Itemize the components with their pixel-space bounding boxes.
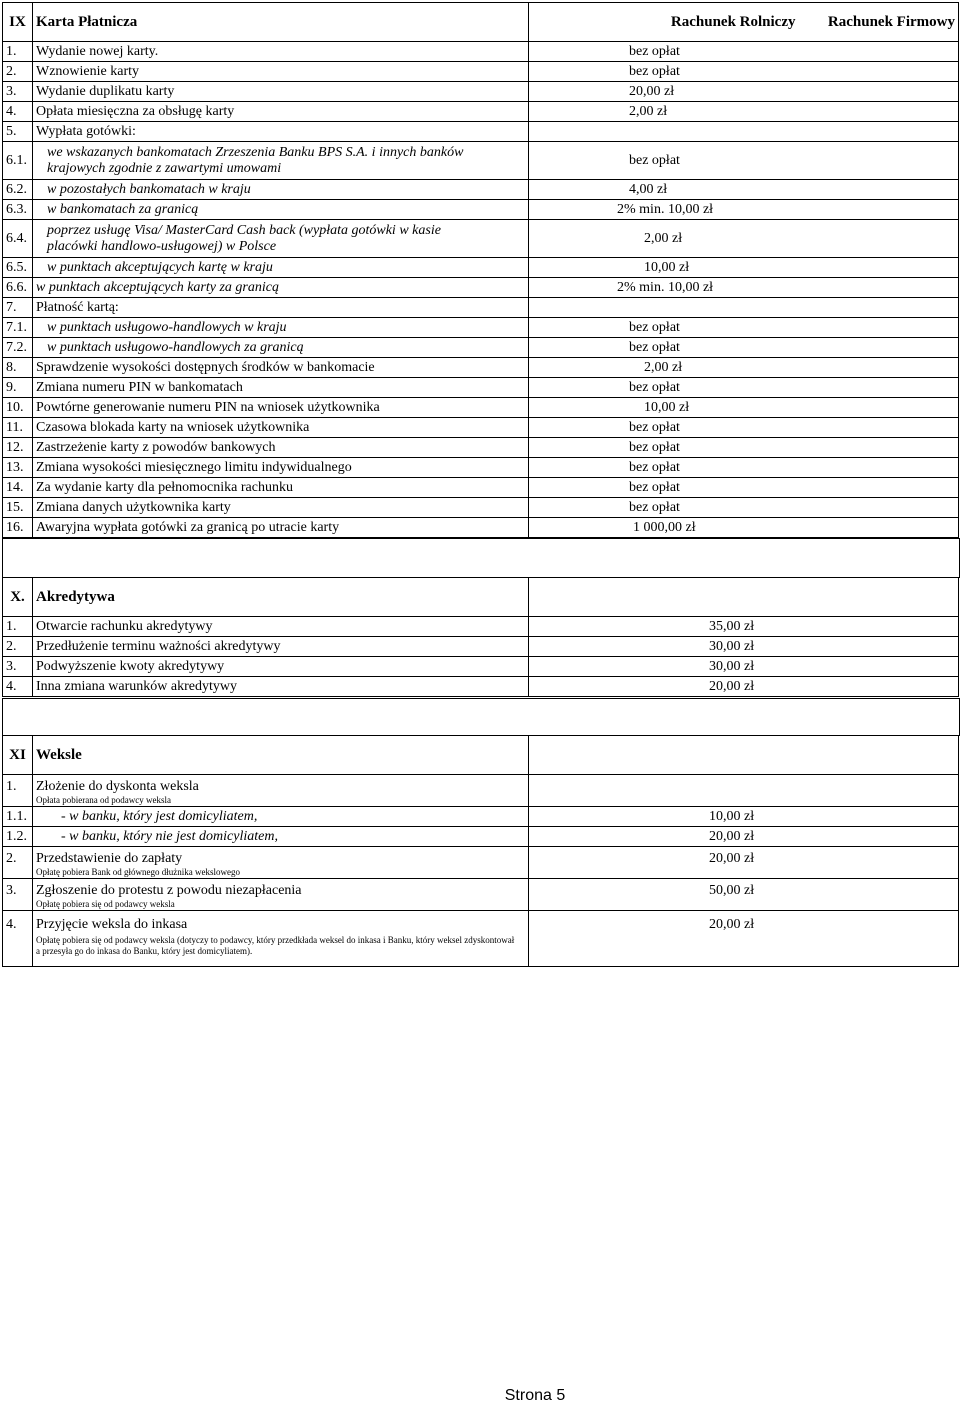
page-number: Strona 5: [504, 1387, 566, 1404]
row-text: w punktach usługowo-handlowych w kraju: [33, 318, 529, 338]
row-number: 13.: [3, 458, 33, 478]
row-value: 20,00 zł: [529, 82, 959, 102]
table-row: [3, 220, 959, 258]
karta-table: [2, 2, 959, 538]
table-row: [3, 498, 959, 518]
row-text-cell: [33, 847, 529, 879]
row-text: w punktach akceptujących kartę w kraju: [33, 258, 529, 278]
row-value: bez opłat: [529, 498, 959, 518]
row-text: Przedłużenie terminu ważności akredytywy: [33, 637, 529, 657]
row-text: Awaryjna wypłata gotówki za granicą po utracie karty: [33, 518, 529, 538]
row-text: Przedstawienie do zapłaty: [36, 851, 183, 866]
row-text: - w banku, który jest domicyliatem,: [33, 807, 529, 827]
row-text: Zmiana danych użytkownika karty: [33, 498, 529, 518]
row-text: w bankomatach za granicą: [33, 200, 529, 220]
row-number: 3.: [3, 657, 33, 677]
table-row: [3, 102, 959, 122]
row-number: 15.: [3, 498, 33, 518]
row-text-cell: [33, 775, 529, 807]
header-empty-cell: [529, 578, 959, 617]
column-header-firmowy: Rachunek Firmowy: [799, 3, 959, 42]
row-text: w pozostałych bankomatach w kraju: [33, 180, 529, 200]
section-number: X.: [3, 578, 33, 617]
row-number: 4.: [3, 911, 33, 967]
section-number: XI: [3, 736, 33, 775]
row-text: Inna zmiana warunków akredytywy: [33, 677, 529, 697]
table-row: [3, 398, 959, 418]
row-number: 2.: [3, 637, 33, 657]
section-weksle: [2, 735, 958, 967]
row-value: bez opłat: [529, 62, 959, 82]
table-row: [3, 318, 959, 338]
row-number: 3.: [3, 82, 33, 102]
row-text: - w banku, który nie jest domicyliatem,: [33, 827, 529, 847]
row-number: 14.: [3, 478, 33, 498]
table-row: [3, 358, 959, 378]
karta-header-row: [3, 3, 959, 42]
row-note: Opłatę pobiera się od podawcy weksla (dotyczy to podawcy, który przedkłada weksel do inkasa i Banku, który weksel zdyskontował a przesyła go do inkasa do Banku, który jest domicyliatem).: [36, 935, 515, 956]
row-number: 2.: [3, 62, 33, 82]
row-value: bez opłat: [529, 142, 959, 180]
row-value: 2% min. 10,00 zł: [529, 278, 959, 298]
row-text: Zmiana wysokości miesięcznego limitu indywidualnego: [33, 458, 529, 478]
row-text: w punktach akceptujących karty za granicą: [33, 278, 529, 298]
row-value: 4,00 zł: [529, 180, 959, 200]
row-value: bez opłat: [529, 378, 959, 398]
row-number: 1.: [3, 617, 33, 637]
row-text-cell: [33, 879, 529, 911]
row-value: 2,00 zł: [529, 220, 959, 258]
row-value: [529, 122, 959, 142]
table-row: [3, 62, 959, 82]
row-value: 10,00 zł: [529, 258, 959, 278]
table-row: [3, 82, 959, 102]
row-value: bez opłat: [529, 318, 959, 338]
row-value: [529, 298, 959, 318]
row-value: 20,00 zł: [529, 677, 959, 697]
row-text: Przyjęcie weksla do inkasa: [36, 917, 188, 932]
row-text: Zastrzeżenie karty z powodów bankowych: [33, 438, 529, 458]
row-number: 10.: [3, 398, 33, 418]
row-value: 1 000,00 zł: [529, 518, 959, 538]
row-number: 7.2.: [3, 338, 33, 358]
row-value: [529, 775, 959, 807]
table-row: [3, 617, 959, 637]
table-row: [3, 338, 959, 358]
row-text: Zgłoszenie do protestu z powodu niezapłacenia: [36, 883, 302, 898]
column-header-rolniczy: Rachunek Rolniczy: [529, 3, 799, 42]
empty-spacer-row: [2, 538, 960, 578]
weksle-table: [2, 735, 959, 967]
row-value: bez opłat: [529, 338, 959, 358]
section-karta-platnicza: [2, 2, 958, 538]
header-empty-cell: [529, 736, 959, 775]
weksle-header-row: [3, 736, 959, 775]
row-text-cell: [33, 911, 529, 967]
table-row: [3, 478, 959, 498]
row-value: bez opłat: [529, 418, 959, 438]
row-text: poprzez usługę Visa/ MasterCard Cash back (wypłata gotówki w kasie placówki handlowo-usługowej) w Polsce: [33, 220, 529, 258]
row-value: 35,00 zł: [529, 617, 959, 637]
table-row: [3, 657, 959, 677]
row-number: 9.: [3, 378, 33, 398]
row-text: Opłata miesięczna za obsługę karty: [33, 102, 529, 122]
row-text: Zmiana numeru PIN w bankomatach: [33, 378, 529, 398]
table-row: [3, 438, 959, 458]
row-text: Wypłata gotówki:: [33, 122, 529, 142]
table-row: [3, 637, 959, 657]
page-footer: [0, 1387, 960, 1405]
row-text: Płatność kartą:: [33, 298, 529, 318]
table-row: [3, 200, 959, 220]
row-number: 6.6.: [3, 278, 33, 298]
row-text: Wydanie duplikatu karty: [33, 82, 529, 102]
row-text: Wznowienie karty: [33, 62, 529, 82]
row-text: Czasowa blokada karty na wniosek użytkownika: [33, 418, 529, 438]
row-note: Opłata pobierana od podawcy weksla: [36, 795, 171, 805]
table-row: [3, 847, 959, 879]
row-number: 1.2.: [3, 827, 33, 847]
row-value: 20,00 zł: [529, 847, 959, 879]
row-number: 6.3.: [3, 200, 33, 220]
table-row: [3, 42, 959, 62]
row-value: 30,00 zł: [529, 637, 959, 657]
row-number: 6.2.: [3, 180, 33, 200]
row-text: Złożenie do dyskonta weksla: [36, 779, 199, 794]
section-title: Akredytywa: [33, 578, 529, 617]
row-text: Za wydanie karty dla pełnomocnika rachunku: [33, 478, 529, 498]
row-number: 4.: [3, 677, 33, 697]
row-value: 30,00 zł: [529, 657, 959, 677]
row-number: 1.: [3, 775, 33, 807]
row-value: bez opłat: [529, 438, 959, 458]
row-text: Podwyższenie kwoty akredytywy: [33, 657, 529, 677]
row-value: 50,00 zł: [529, 879, 959, 911]
akredytywa-header-row: [3, 578, 959, 617]
empty-spacer-row: [2, 698, 960, 736]
row-value: bez opłat: [529, 42, 959, 62]
table-row: [3, 258, 959, 278]
row-text: Wydanie nowej karty.: [33, 42, 529, 62]
row-value: 10,00 zł: [529, 398, 959, 418]
row-number: 2.: [3, 847, 33, 879]
row-number: 1.1.: [3, 807, 33, 827]
row-number: 6.1.: [3, 142, 33, 180]
row-number: 5.: [3, 122, 33, 142]
section-akredytywa: [2, 577, 958, 697]
row-note: Opłatę pobiera się od podawcy weksla: [36, 899, 175, 909]
table-row: [3, 458, 959, 478]
table-row: [3, 807, 959, 827]
table-row: [3, 879, 959, 911]
row-value: 2% min. 10,00 zł: [529, 200, 959, 220]
row-number: 6.5.: [3, 258, 33, 278]
table-row: [3, 122, 959, 142]
table-row: [3, 180, 959, 200]
row-number: 3.: [3, 879, 33, 911]
row-number: 6.4.: [3, 220, 33, 258]
table-row: [3, 827, 959, 847]
row-note: Opłatę pobiera Bank od głównego dłużnika wekslowego: [36, 867, 240, 877]
row-value: bez opłat: [529, 458, 959, 478]
row-number: 7.1.: [3, 318, 33, 338]
table-row: [3, 278, 959, 298]
row-value: 20,00 zł: [529, 827, 959, 847]
table-row: [3, 298, 959, 318]
row-text: Otwarcie rachunku akredytywy: [33, 617, 529, 637]
row-value: bez opłat: [529, 478, 959, 498]
row-text: we wskazanych bankomatach Zrzeszenia Banku BPS S.A. i innych banków krajowych zgodnie z zawartymi umowami: [33, 142, 529, 180]
row-number: 1.: [3, 42, 33, 62]
row-value: 2,00 zł: [529, 102, 959, 122]
table-row: [3, 911, 959, 967]
table-row: [3, 677, 959, 697]
row-value: 2,00 zł: [529, 358, 959, 378]
table-row: [3, 518, 959, 538]
row-text: Powtórne generowanie numeru PIN na wniosek użytkownika: [33, 398, 529, 418]
row-value: 10,00 zł: [529, 807, 959, 827]
table-row: [3, 142, 959, 180]
row-number: 8.: [3, 358, 33, 378]
akredytywa-table: [2, 577, 959, 697]
row-text: Sprawdzenie wysokości dostępnych środków w bankomacie: [33, 358, 529, 378]
table-row: [3, 418, 959, 438]
row-number: 16.: [3, 518, 33, 538]
row-text: w punktach usługowo-handlowych za granicą: [33, 338, 529, 358]
row-value: 20,00 zł: [529, 911, 959, 967]
section-number: IX: [3, 3, 33, 42]
row-number: 4.: [3, 102, 33, 122]
section-title: Karta Płatnicza: [33, 3, 529, 42]
table-row: [3, 378, 959, 398]
row-number: 12.: [3, 438, 33, 458]
table-row: [3, 775, 959, 807]
row-number: 7.: [3, 298, 33, 318]
section-title: Weksle: [33, 736, 529, 775]
row-number: 11.: [3, 418, 33, 438]
